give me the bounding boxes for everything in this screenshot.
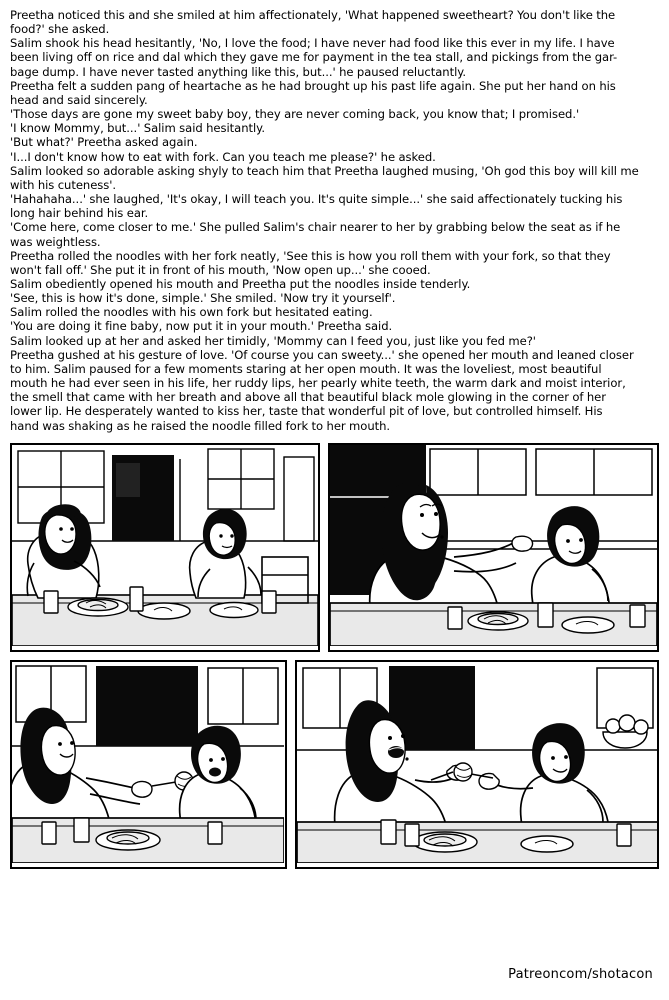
narrative-line: 'Those days are gone my sweet baby boy, they are never coming back, you know that; I promised.': [10, 107, 580, 122]
narrative-line: mouth he had ever seen in his life, her ruddy lips, her pearly white teeth, the warm dark and moist interior,: [10, 376, 626, 391]
narrative-line: lower lip. He desperately wanted to kiss her, taste that wonderful pit of love, but controlled himself. His: [10, 404, 603, 419]
narrative-line: 'See, this is how it's done, simple.' She smiled. 'Now try it yourself'.: [10, 291, 396, 306]
narrative-line: 'I...I don't know how to eat with fork. Can you teach me please?' he asked.: [10, 149, 436, 164]
narrative-line: Preetha rolled the noodles with her fork neatly, 'See this is how you roll them with your fork, so that they: [10, 248, 611, 263]
narrative-line: Preetha felt a sudden pang of heartache as he had brought up his past life again. She put her hand on his: [10, 78, 616, 93]
comic-panel-row-bottom: [10, 660, 659, 869]
comic-panel-2: [328, 443, 659, 652]
narrative-line: was weightless.: [10, 234, 101, 249]
narrative-line: hand was shaking as he raised the noodle filled fork to her mouth.: [10, 418, 391, 433]
panel-4-artwork: [297, 662, 657, 867]
panel-2-artwork: [330, 445, 657, 650]
narrative-line: Salim shook his head hesitantly, 'No, I love the food; I have never had food like this ever in my life. I have: [10, 36, 615, 51]
comic-panel-row-top: [10, 443, 659, 652]
narrative-line: 'I know Mommy, but...' Salim said hesitantly.: [10, 121, 265, 136]
narrative-text-block: [10, 8, 659, 433]
narrative-line: Preetha gushed at his gesture of love. 'Of course you can sweety...' she opened her mouth and leaned closer: [10, 347, 634, 362]
narrative-line: won't fall off.' She put it in front of his mouth, 'Now open up...' she cooed.: [10, 262, 431, 277]
narrative-line: long hair behind his ear.: [10, 206, 149, 221]
narrative-line: Salim rolled the noodles with his own fork but hesitated eating.: [10, 305, 373, 320]
comic-panel-3: [10, 660, 287, 869]
narrative-line: 'You are doing it fine baby, now put it in your mouth.' Preetha said.: [10, 319, 393, 334]
comic-panel-1: [10, 443, 320, 652]
comic-panel-grid: [10, 443, 659, 869]
narrative-line: Salim looked up at her and asked her timidly, 'Mommy can I feed you, just like you fed me?': [10, 333, 536, 348]
narrative-line: the smell that came with her breath and above all that beautiful black mole glowing in the corner of her: [10, 390, 606, 405]
narrative-line: to him. Salim paused for a few moments staring at her open mouth. It was the loveliest, most beautiful: [10, 361, 602, 376]
footer-credit: Patreoncom/shotacon: [508, 967, 653, 982]
panel-3-artwork: [12, 662, 285, 867]
narrative-line: Preetha noticed this and she smiled at him affectionately, 'What happened sweetheart? You don't like the: [10, 8, 616, 22]
comic-panel-4: [295, 660, 659, 869]
narrative-line: Salim obediently opened his mouth and Preetha put the noodles inside tenderly.: [10, 276, 471, 291]
narrative-line: head and said sincerely.: [10, 92, 148, 107]
narrative-line: 'Come here, come closer to me.' She pulled Salim's chair nearer to her by grabbing below the seat as if he: [10, 220, 621, 235]
panel-1-artwork: [12, 445, 318, 650]
narrative-line: bage dump. I have never tasted anything like this, but...' he paused reluctantly.: [10, 64, 467, 79]
narrative-line: with his cuteness'.: [10, 177, 117, 192]
narrative-line: Salim looked so adorable asking shyly to teach him that Preetha laughed musing, 'Oh god this boy will kill me: [10, 163, 639, 178]
narrative-line: 'Hahahaha...' she laughed, 'It's okay, I will teach you. It's quite simple...' she said affectionately tucking his: [10, 192, 623, 207]
narrative-line: 'But what?' Preetha asked again.: [10, 135, 198, 150]
narrative-line: been living off on rice and dal which they gave me for payment in the tea stall, and pickings from the gar-: [10, 50, 618, 65]
narrative-line: food?' she asked.: [10, 22, 110, 37]
